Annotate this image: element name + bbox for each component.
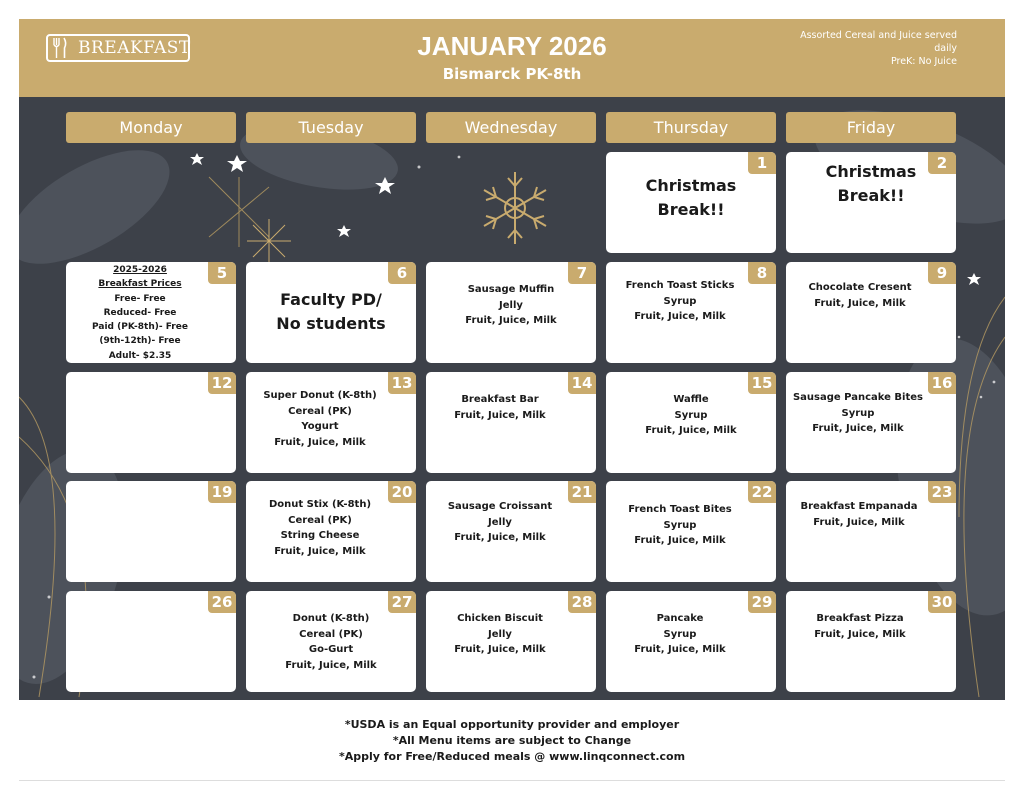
menu-line: Cereal (PK) [288,405,352,417]
header-banner [19,19,1005,97]
day-number: 7 [568,262,596,284]
day-header-monday: Monday [66,112,236,143]
menu-line: Fruit, Juice, Milk [454,532,546,543]
menu-line: Faculty PD/ [280,290,382,309]
day-number: 13 [388,372,416,394]
menu-line: Fruit, Juice, Milk [634,535,726,546]
day-number: 28 [568,591,596,613]
menu-line: Fruit, Juice, Milk [814,297,906,309]
day-number: 9 [928,262,956,284]
menu-line: Fruit, Juice, Milk [813,516,905,528]
footer-notes [19,700,1005,781]
menu-line: Donut Stix (K-8th) [268,499,372,510]
calendar-day-cell [786,481,956,582]
price-line: Breakfast Prices [98,279,182,290]
calendar-day-cell [66,591,236,692]
day-number: 14 [568,372,596,394]
menu-line: Break!! [837,186,905,205]
menu-line: Donut (K-8th) [292,613,370,624]
logo-label: BREAKFAST [78,38,191,58]
day-number: 21 [568,481,596,503]
menu-line: Fruit, Juice, Milk [814,628,906,640]
menu-line: Sausage Croissant [447,501,553,512]
calendar-day-cell [606,481,776,582]
calendar-day-cell [66,372,236,473]
calendar-day-cell [606,152,776,253]
calendar-day-cell [426,372,596,473]
menu-line: Fruit, Juice, Milk [274,545,366,557]
menu-line: Christmas [645,176,737,195]
day-header-tuesday: Tuesday [246,112,416,143]
menu-text [252,611,410,673]
menu-text [788,390,928,437]
calendar-day-cell [606,262,776,363]
menu-text [788,499,930,530]
menu-text [792,611,928,642]
day-number: 23 [928,481,956,503]
note-line: Assorted Cereal and Juice served [800,30,957,41]
menu-line: Syrup [663,519,697,531]
breakfast-prices [72,263,208,363]
menu-text [252,288,410,336]
day-number: 8 [748,262,776,284]
price-line: Reduced- Free [103,307,177,318]
price-line: 2025-2026 [113,265,167,275]
price-line: Paid (PK-8th)- Free [92,322,188,333]
calendar-day-cell [426,262,596,363]
menu-text [252,497,388,559]
menu-line: Breakfast Pizza [816,613,904,624]
calendar-day-cell [426,481,596,582]
menu-line: Yogurt [301,421,339,432]
menu-line: Syrup [841,407,875,419]
calendar-day-cell [786,591,956,692]
menu-line: Christmas [825,162,917,181]
calendar-day-cell [786,152,956,253]
menu-line: Super Donut (K-8th) [263,390,377,401]
day-number: 2 [928,152,956,174]
day-number: 20 [388,481,416,503]
day-number: 19 [208,481,236,503]
calendar-day-cell [786,372,956,473]
price-line: (9th-12th)- Free [99,336,181,347]
day-number: 1 [748,152,776,174]
menu-line: Fruit, Juice, Milk [645,425,737,436]
day-number: 5 [208,262,236,284]
menu-text [612,611,748,658]
snowflake-icon [484,172,546,244]
calendar-day-cell [66,481,236,582]
menu-line: Fruit, Juice, Milk [634,644,726,655]
calendar-day-cell [246,372,416,473]
day-number: 30 [928,591,956,613]
menu-line: Jelly [488,628,512,640]
menu-line: Pancake [656,613,704,624]
menu-text [432,282,590,329]
calendar-day-cell [66,262,236,363]
price-line: Adult- $2.35 [108,350,172,361]
menu-text [792,280,928,311]
menu-line: Cereal (PK) [299,628,363,640]
menu-line: Fruit, Juice, Milk [634,311,726,322]
price-line: Free- Free [114,293,166,304]
calendar-day-cell [786,262,956,363]
menu-line: Fruit, Juice, Milk [274,436,366,448]
menu-line: Cereal (PK) [288,514,352,526]
day-number: 16 [928,372,956,394]
menu-line: French Toast Sticks [625,280,735,291]
note-line: daily [934,43,957,54]
page-subtitle: Bismarck PK-8th [442,65,582,83]
menu-line: Syrup [663,295,697,307]
menu-line: Break!! [657,200,725,219]
menu-line: Jelly [488,516,512,528]
day-number: 12 [208,372,236,394]
calendar-day-cell [606,591,776,692]
menu-text [432,611,568,658]
firework-icon [247,219,291,263]
menu-line: Fruit, Juice, Milk [812,423,904,434]
menu-text [612,278,748,325]
menu-text [612,174,770,222]
menu-line: Fruit, Juice, Milk [285,659,377,671]
day-header-friday: Friday [786,112,956,143]
menu-line: French Toast Bites [628,504,732,515]
calendar-day-cell [606,372,776,473]
menu-line: Chocolate Cresent [808,282,912,293]
menu-line: Syrup [663,628,697,640]
menu-line: Chicken Biscuit [457,613,543,624]
menu-line: Sausage Pancake Bites [792,392,923,403]
footer-line: *USDA is an Equal opportunity provider and employer [344,718,680,731]
calendar-day-cell [246,591,416,692]
menu-text [612,502,748,549]
page-title: JANUARY 2026 [417,31,607,61]
menu-text [432,499,568,546]
menu-line: Fruit, Juice, Milk [454,644,546,655]
calendar-board [19,97,1005,700]
calendar-day-cell [426,591,596,692]
day-header-thursday: Thursday [606,112,776,143]
menu-line: Breakfast Empanada [800,501,918,512]
menu-line: Fruit, Juice, Milk [465,315,557,326]
day-number: 29 [748,591,776,613]
footer-line: *Apply for Free/Reduced meals @ www.linqconnect.com [338,750,686,763]
day-number: 15 [748,372,776,394]
calendar-day-cell [246,481,416,582]
footer-line: *All Menu items are subject to Change [392,734,632,747]
menu-text [792,160,950,208]
menu-text [432,392,568,423]
day-header-wednesday: Wednesday [426,112,596,143]
day-number: 22 [748,481,776,503]
menu-line: Go-Gurt [308,644,354,655]
day-number: 6 [388,262,416,284]
menu-line: String Cheese [280,530,360,541]
menu-text [612,392,770,439]
day-number: 26 [208,591,236,613]
menu-line: Jelly [499,299,523,311]
menu-line: Fruit, Juice, Milk [454,409,546,421]
menu-line: Breakfast Bar [461,394,539,405]
menu-line: Sausage Muffin [467,284,555,295]
note-line: PreK: No Juice [890,56,957,67]
menu-text [252,388,388,450]
menu-line: No students [276,314,386,333]
serving-note [757,29,957,68]
calendar-day-cell [246,262,416,363]
menu-line: Syrup [674,409,708,421]
day-number: 27 [388,591,416,613]
menu-line: Waffle [673,394,709,405]
